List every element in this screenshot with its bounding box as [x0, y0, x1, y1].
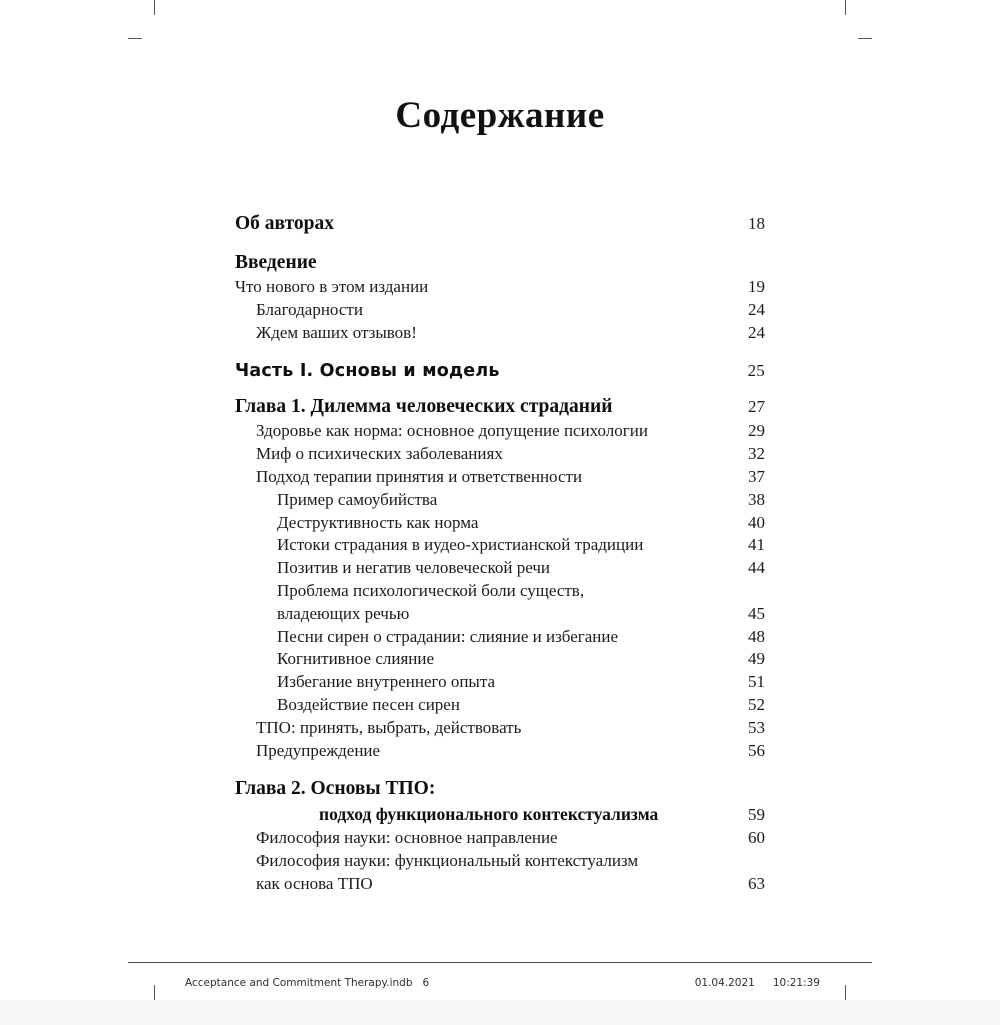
toc-entry — [235, 358, 765, 384]
toc-entry-label: Песни сирен о страдании: слияние и избегание — [277, 626, 619, 646]
toc-entry — [235, 580, 765, 603]
toc-entry — [235, 276, 765, 299]
toc-entry-label: Позитив и негатив человеческой речи — [277, 558, 550, 578]
toc-entry-page: 45 — [748, 603, 765, 623]
toc-entry-label: Глава 2. Основы ТПО: — [235, 778, 436, 800]
toc-entry-label: подход функционального контекстуализма — [319, 804, 659, 825]
toc-entry-label: Глава 1. Дилемма человеческих страданий — [235, 396, 613, 418]
toc-entry-page: 40 — [748, 512, 765, 532]
toc-entry — [235, 694, 765, 717]
toc-entry — [235, 420, 765, 443]
toc-entry — [235, 802, 765, 827]
toc-entry-page: 60 — [748, 828, 765, 848]
toc-entry-page: 29 — [748, 421, 765, 441]
toc-entry — [235, 512, 765, 535]
toc-entry — [235, 466, 765, 489]
toc-entry-label: ТПО: принять, выбрать, действовать — [256, 717, 522, 737]
toc-entry-page: 63 — [748, 873, 765, 893]
toc-entry-label: Деструктивность как норма — [277, 512, 479, 532]
toc-entry — [235, 648, 765, 671]
toc-entry — [235, 850, 765, 873]
toc-entry — [235, 827, 765, 850]
footer-file-label: Acceptance and Commitment Therapy.indb 6 — [185, 977, 430, 989]
toc-entry — [235, 873, 765, 896]
crop-mark — [845, 0, 846, 15]
toc-entry-label: Избегание внутреннего опыта — [277, 672, 496, 692]
toc-entry-label: Когнитивное слияние — [277, 649, 435, 669]
toc-entry-label: владеющих речью — [277, 603, 410, 623]
toc-entry-label: Часть I. Основы и модель — [235, 361, 500, 382]
page-title: Содержание — [395, 95, 605, 136]
toc-entry-label: как основа ТПО — [256, 873, 373, 893]
toc-list — [235, 198, 765, 896]
toc-entry — [235, 394, 765, 420]
crop-mark — [154, 0, 155, 15]
toc-entry — [235, 717, 765, 740]
toc-entry-page: 19 — [748, 277, 765, 296]
toc-entry-label: Предупреждение — [256, 740, 381, 760]
toc-entry-label: Проблема психологической боли существ, — [277, 580, 585, 600]
toc-entry-label: Здоровье как норма: основное допущение психологии — [256, 421, 648, 441]
toc-entry-label: Истоки страдания в иудео-христианской традиции — [277, 535, 644, 555]
toc-entry — [235, 299, 765, 322]
toc-entry-label: Что нового в этом издании — [235, 277, 429, 296]
toc-entry-label: Подход терапии принятия и ответственности — [256, 466, 583, 486]
toc-entry-page: 24 — [748, 322, 765, 342]
toc-entry-label: Воздействие песен сирен — [277, 694, 460, 714]
toc-entry-label: Миф о психических заболеваниях — [256, 444, 503, 464]
toc-entry — [235, 603, 765, 626]
toc-entry-label: Философия науки: основное направление — [256, 828, 558, 848]
toc-entry — [235, 626, 765, 649]
toc-entry-page: 48 — [748, 626, 765, 646]
footer-datetime — [695, 977, 820, 989]
toc-entry-page: 24 — [748, 299, 765, 319]
toc-entry-label: Благодарности — [256, 299, 363, 319]
footer-time: 10:21:39 — [772, 977, 820, 989]
crop-mark — [858, 38, 872, 39]
toc-entry-label: Пример самоубийства — [277, 489, 438, 509]
toc-entry-page: 59 — [748, 805, 765, 825]
toc-entry-label: Введение — [235, 252, 317, 273]
toc-entry-page: 18 — [748, 214, 765, 233]
toc-entry-page: 41 — [748, 535, 765, 555]
footer-date: 01.04.2021 — [694, 977, 755, 989]
toc-entry — [235, 534, 765, 557]
toc-entry-label: Ждем ваших отзывов! — [256, 322, 417, 342]
toc-entry — [235, 443, 765, 466]
toc-entry-page: 37 — [748, 466, 765, 486]
toc-entry-page: 38 — [748, 489, 765, 509]
toc-entry — [235, 489, 765, 512]
toc-entry — [235, 671, 765, 694]
toc-entry-page: 44 — [748, 558, 765, 578]
toc-entry-page: 49 — [748, 649, 765, 669]
toc-entry — [235, 557, 765, 580]
toc-entry — [235, 250, 765, 276]
toc-entry-page: 53 — [748, 717, 765, 737]
toc-entry-page: 52 — [748, 694, 765, 714]
toc-entry-page: 51 — [748, 672, 765, 692]
crop-mark — [128, 38, 142, 39]
toc-entry — [235, 740, 765, 763]
toc-entry — [235, 776, 765, 802]
toc-entry-page: 32 — [748, 444, 765, 464]
toc-entry-label: Об авторах — [235, 213, 335, 234]
toc-entry-page: 25 — [747, 361, 765, 381]
footer-rule — [128, 962, 872, 963]
toc-entry — [235, 322, 765, 345]
toc-entry-page: 56 — [748, 740, 765, 760]
toc-entry-label: Философия науки: функциональный контекстуализм — [256, 851, 639, 871]
toc-entry — [235, 211, 765, 237]
toc-entry-page: 27 — [748, 397, 765, 417]
print-footer — [0, 977, 1000, 1025]
